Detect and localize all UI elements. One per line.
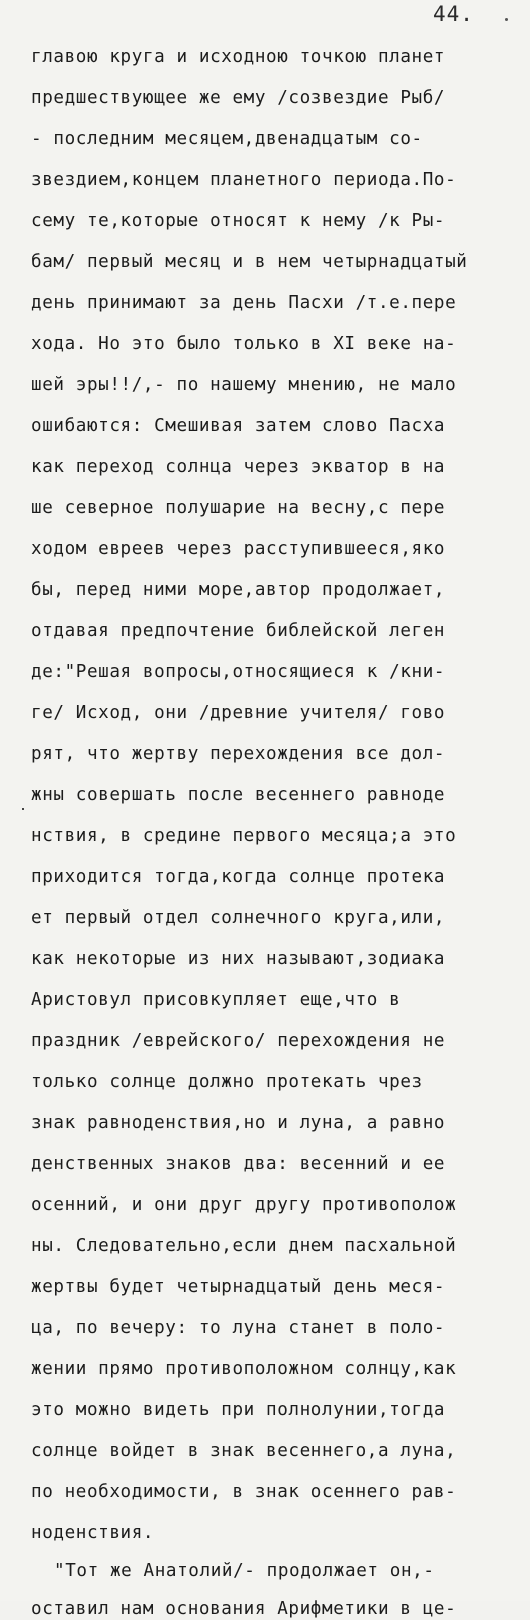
text-line: нствия, в средине первого месяца;а это bbox=[31, 826, 457, 846]
text-line: жны совершать после весеннего равноде bbox=[31, 785, 446, 805]
text-line: сему те,которые относят к нему /к Ры- bbox=[31, 211, 446, 231]
text-line: оставил нам основания Арифметики в це- bbox=[31, 1599, 457, 1619]
text-line: ет первый отдел солнечного круга,или, bbox=[31, 908, 446, 928]
text-line: осенний, и они друг другу противополож bbox=[31, 1195, 457, 1215]
text-line: только солнце должно протекать чрез bbox=[31, 1072, 423, 1092]
text-line: ца, по вечеру: то луна станет в поло- bbox=[31, 1318, 446, 1338]
text-line: ны. Следовательно,если днем пасхальной bbox=[31, 1236, 457, 1256]
text-line: "Тот же Анатолий/- продолжает он,- bbox=[54, 1561, 435, 1581]
text-line: праздник /еврейского/ перехождения не bbox=[31, 1031, 446, 1051]
text-line: это можно видеть при полнолунии,тогда bbox=[31, 1400, 446, 1420]
page-number: 44. bbox=[433, 2, 474, 26]
text-line: по необходимости, в знак осеннего рав- bbox=[31, 1482, 457, 1502]
text-line: ходом евреев через расступившееся,яко bbox=[31, 539, 446, 559]
text-line: де:"Решая вопросы,относящиеся к /кни- bbox=[31, 662, 446, 682]
text-line: день принимают за день Пасхи /т.е.пере bbox=[31, 293, 457, 313]
text-line: бы, перед ними море,автор продолжает, bbox=[31, 580, 446, 600]
text-line: ошибаются: Смешивая затем слово Пасха bbox=[31, 416, 446, 436]
text-line: ше северное полушарие на весну,с пере bbox=[31, 498, 446, 518]
text-line: звездием,концем планетного периода.По- bbox=[31, 170, 457, 190]
text-line: - последним месяцем,двенадцатым со- bbox=[31, 129, 423, 149]
text-line: как некоторые из них называют,зодиака bbox=[31, 949, 446, 969]
text-line: как переход солнца через экватор в на bbox=[31, 457, 446, 477]
text-line: бам/ первый месяц и в нем четырнадцатый bbox=[31, 252, 468, 272]
text-line: предшествующее же ему /созвездие Рыб/ bbox=[31, 88, 446, 108]
text-line: отдавая предпочтение библейской леген bbox=[31, 621, 446, 641]
text-line: шей эры!!/,- по нашему мнению, не мало bbox=[31, 375, 457, 395]
text-line: рят, что жертву перехождения все дол- bbox=[31, 744, 446, 764]
text-line: жении прямо противоположном солнцу,как bbox=[31, 1359, 457, 1379]
text-line: жертвы будет четырнадцатый день меся- bbox=[31, 1277, 446, 1297]
text-line: ге/ Исход, они /древние учителя/ гово bbox=[31, 703, 446, 723]
text-line: солнце войдет в знак весеннего,а луна, bbox=[31, 1441, 457, 1461]
text-line: денственных знаков два: весенний и ее bbox=[31, 1154, 446, 1174]
text-line: Аристовул присовкупляет еще,что в bbox=[31, 990, 401, 1010]
text-line: главою круга и исходною точкою планет bbox=[31, 47, 446, 67]
text-line: знак равноденствия,но и луна, а равно bbox=[31, 1113, 446, 1133]
text-line: ноденствия. bbox=[31, 1523, 155, 1543]
text-line: хода. Но это было только в XI веке на- bbox=[31, 334, 457, 354]
text-line: приходится тогда,когда солнце протека bbox=[31, 867, 446, 887]
